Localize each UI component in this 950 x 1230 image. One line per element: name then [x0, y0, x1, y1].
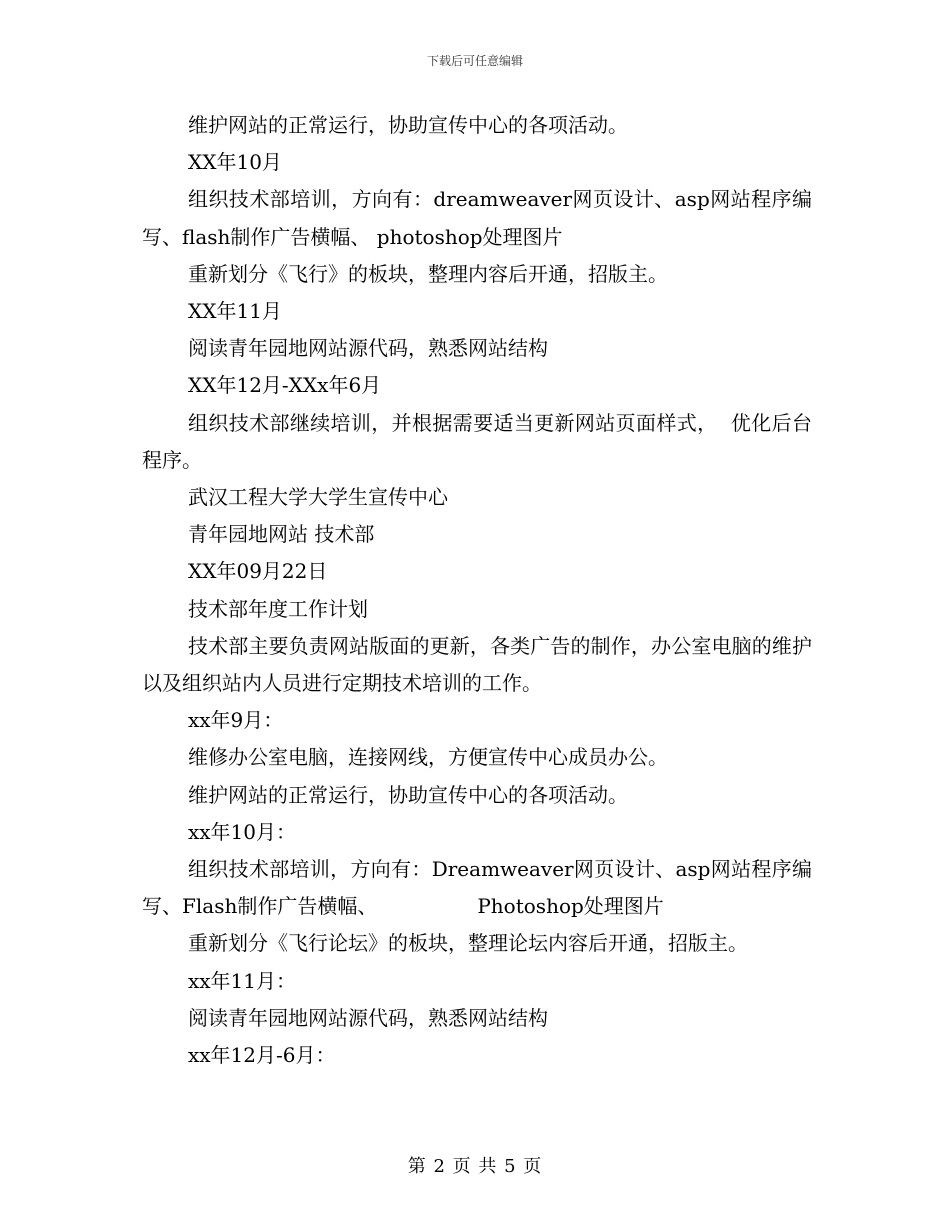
date-heading: xx年11月：: [188, 968, 297, 993]
paragraph: 组织技术部继续培训，并根据需要适当更新网站页面样式， 优化后台程序。: [142, 410, 812, 472]
date-heading: XX年11月: [188, 299, 282, 324]
paragraph: [142, 851, 812, 925]
date-heading: xx年10月：: [188, 819, 297, 844]
paragraph: 维护网站的正常运行，协助宣传中心的各项活动。: [188, 113, 628, 137]
page-footer: 第 2 页 共 5 页: [407, 1156, 543, 1177]
paragraph: 重新划分《飞行》的板块，整理内容后开通，招版主。: [188, 261, 668, 286]
paragraph: 阅读青年园地网站源代码，熟悉网站结构: [188, 336, 548, 361]
paragraph: 组织技术部培训，方向有：dreamweaver网页设计、asp网站程序编写、flash制作广告横幅、 photoshop处理图片: [142, 187, 812, 249]
document-body: [142, 107, 812, 1074]
date-heading: XX年12月-XXx年6月: [188, 373, 382, 398]
paragraph: 维护网站的正常运行，协助宣传中心的各项活动。: [188, 782, 628, 807]
paragraph: 重新划分《飞行论坛》的板块，整理论坛内容后开通，招版主。: [188, 931, 748, 956]
paragraph: 阅读青年园地网站源代码，熟悉网站结构: [188, 1005, 548, 1030]
page-header: 下载后可任意编辑: [426, 54, 523, 68]
signature-date: XX年09月22日: [188, 559, 328, 584]
date-heading: XX年10月: [188, 150, 282, 175]
paragraph: 维修办公室电脑，连接网线，方便宣传中心成员办公。: [188, 745, 668, 770]
paragraph-text: 组织技术部培训，方向有：Dreamweaver网页设计、asp网站程序编写、Flash制作广告横幅、: [142, 857, 812, 919]
date-heading: xx年12月-6月：: [188, 1043, 336, 1068]
organization-name: 武汉工程大学大学生宣传中心: [188, 485, 448, 510]
paragraph-text-continued: Photoshop处理图片: [477, 894, 664, 919]
paragraph: 技术部主要负责网站版面的更新，各类广告的制作，办公室电脑的维护以及组织站内人员进行定期技术培训的工作。: [142, 633, 812, 696]
department-name: 青年园地网站 技术部: [188, 522, 375, 547]
date-heading: xx年9月：: [188, 708, 284, 733]
section-title: 技术部年度工作计划: [188, 596, 368, 621]
